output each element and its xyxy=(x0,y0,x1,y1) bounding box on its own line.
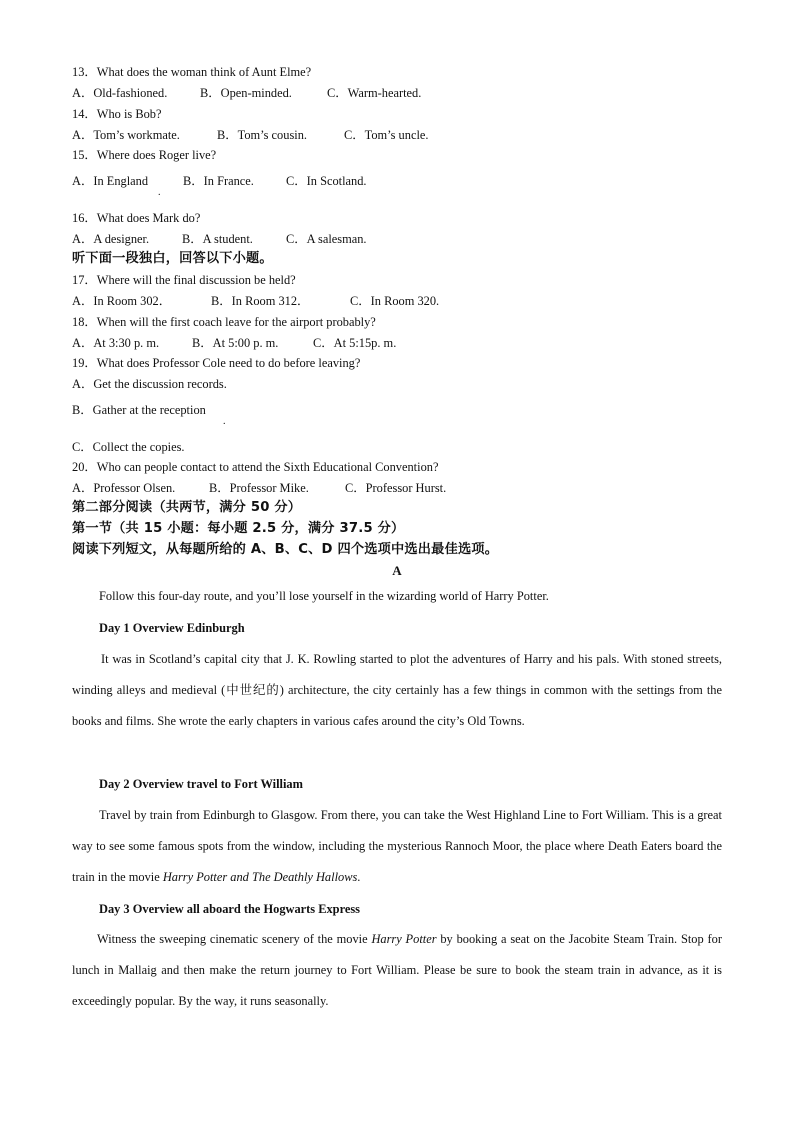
option-a: A．Old-fashioned. xyxy=(72,86,168,100)
monologue-instruction: 听下面一段独白，回答以下小题。 xyxy=(72,251,273,266)
option-c: C．Tom’s uncle. xyxy=(344,128,429,142)
question-15-stem: 15．Where does Roger live? xyxy=(72,148,217,162)
section1-instruction: 阅读下列短文，从每题所给的 A、B、C、D 四个选项中选出最佳选项。 xyxy=(72,542,499,557)
question-20-stem: 20．Who can people contact to attend the Sixth Educational Convention? xyxy=(72,460,439,474)
day2-text-end: . xyxy=(357,870,361,885)
option-b: B．At 5:00 p. m. xyxy=(192,336,279,350)
option-b: B．Tom’s cousin. xyxy=(217,128,308,142)
question-18-stem: 18．When will the first coach leave for the airport probably? xyxy=(72,315,376,329)
option-a: A．In Room 302． xyxy=(72,294,172,308)
part2-title: 第二部分阅读（共两节，满分 50 分） xyxy=(72,500,302,515)
option-a: A．In England xyxy=(72,174,149,188)
day3-text-end: by booking a seat on the Jacobite Steam Train. Stop for lunch in Mallaig and then make the return journey to Fort William. Please be sure to book the steam train in advance, as it is exceedingly popular. By the way, it runs seasonally. xyxy=(72,932,722,1009)
option-c: C．In Room 320. xyxy=(350,294,440,308)
option-c: C．In Scotland. xyxy=(286,174,367,188)
option-c: C．Professor Hurst. xyxy=(345,481,447,495)
question-16-stem: 16．What does Mark do? xyxy=(72,211,201,225)
question-15-options xyxy=(72,173,367,189)
question-19-option-c: C．Collect the copies. xyxy=(72,440,185,454)
question-14-options xyxy=(72,127,428,143)
question-19-option-b: B．Gather at the reception xyxy=(72,403,206,417)
day3-heading: Day 3 Overview all aboard the Hogwarts Express xyxy=(99,902,360,916)
option-b: B．Open-minded. xyxy=(200,86,292,100)
option-a: A．Professor Olsen. xyxy=(72,481,176,495)
question-14-stem: 14．Who is Bob? xyxy=(72,107,162,121)
question-19-stem: 19．What does Professor Cole need to do before leaving? xyxy=(72,356,361,370)
day3-paragraph xyxy=(72,924,722,1018)
question-16-options xyxy=(72,231,367,247)
day2-text: Travel by train from Edinburgh to Glasgow. From there, you can take the West Highland Line to Fort William. This is a great way to see some famous spots from the window, including the mysterious Rannoch Moor, the place where Death Eaters board the train in the movie xyxy=(72,808,722,885)
question-19-option-a: A．Get the discussion records. xyxy=(72,377,227,391)
stray-dot: . xyxy=(158,187,161,198)
day3-text: Witness the sweeping cinematic scenery of the movie xyxy=(97,932,372,946)
option-c: C．Warm-hearted. xyxy=(327,86,422,100)
question-13-stem: 13．What does the woman think of Aunt Elme? xyxy=(72,65,312,79)
question-20-options xyxy=(72,480,446,496)
day3-movie-title: Harry Potter xyxy=(371,932,437,946)
day1-heading: Day 1 Overview Edinburgh xyxy=(99,621,245,635)
passage-letter: A xyxy=(392,563,402,578)
option-a: A．A designer. xyxy=(72,232,150,246)
option-c: C．At 5:15p. m. xyxy=(313,336,397,350)
option-b: B．A student. xyxy=(182,232,253,246)
option-b: B．Professor Mike. xyxy=(209,481,309,495)
day2-heading: Day 2 Overview travel to Fort William xyxy=(99,777,303,791)
day2-paragraph xyxy=(72,800,722,894)
option-a: A．Tom’s workmate. xyxy=(72,128,180,142)
question-18-options xyxy=(72,335,396,351)
option-a: A．At 3:30 p. m. xyxy=(72,336,160,350)
question-17-options xyxy=(72,293,439,309)
option-b: B．In France. xyxy=(183,174,254,188)
day2-movie-title: Harry Potter and The Deathly Hallows xyxy=(162,870,358,885)
section1-title: 第一节（共 15 小题：每小题 2.5 分，满分 37.5 分） xyxy=(72,521,405,536)
option-c: C．A salesman. xyxy=(286,232,367,246)
stray-dot: . xyxy=(223,416,226,427)
question-13-options xyxy=(72,85,421,101)
day1-paragraph: It was in Scotland’s capital city that J. K. Rowling started to plot the adventures of Harry and his pals. With stoned streets, winding alleys and medieval (中世纪的) architecture, the city certainly has a few things in common with the settings from the books and films. She wrote the early chapters in various cafes around the city’s Old Towns. xyxy=(72,652,722,729)
option-b: B．In Room 312． xyxy=(211,294,310,308)
question-17-stem: 17．Where will the final discussion be held? xyxy=(72,273,296,287)
passage-intro: Follow this four-day route, and you’ll lose yourself in the wizarding world of Harry Potter. xyxy=(99,589,549,603)
